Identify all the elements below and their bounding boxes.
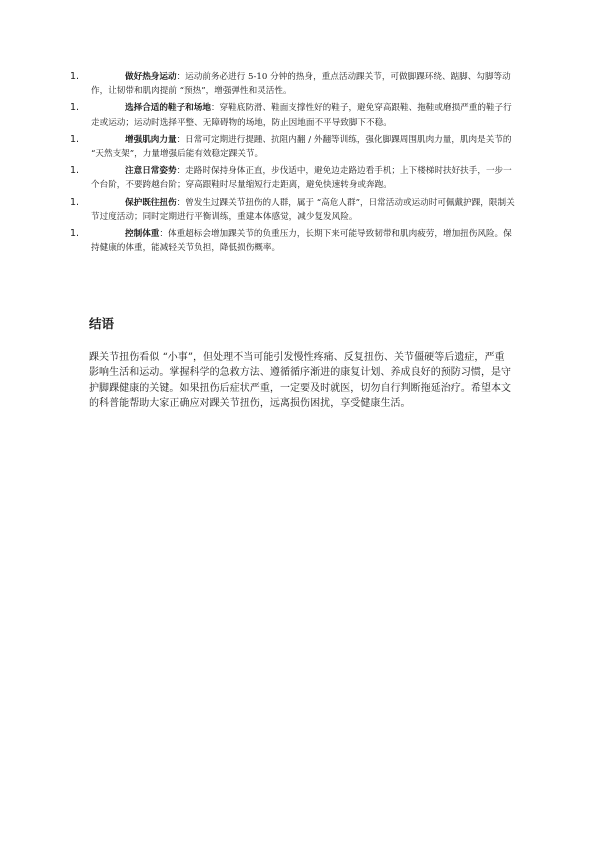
prevention-list [70,70,520,258]
list-item-title: 选择合适的鞋子和场地 [125,103,211,114]
list-item-title: 增强肌肉力量 [125,134,177,145]
list-number: 1. [70,196,80,208]
list-item-text: ：体重超标会增加踝关节的负重压力，长期下来可能导致韧带和肌肉疲劳，增加扭伤风险。保持健康的体重，能减轻关节负担，降低损伤概率。 [91,229,512,254]
list-item-title: 做好热身运动 [125,72,177,82]
list-item [70,196,520,224]
list-item-text: ：曾发生过踝关节扭伤的人群，属于 “高危人群”，日常活动或运动时可佩戴护踝，限制关节过度活动；同时定期进行平衡训练，重建本体感觉，减少复发风险。 [91,197,515,222]
list-number: 1. [70,165,80,177]
list-item [70,133,520,161]
list-item-title: 控制体重 [125,229,160,240]
list-number: 1. [70,102,80,114]
conclusion-paragraph: 踝关节扭伤看似 “小事”，但处理不当可能引发慢性疼痛、反复扭伤、关节僵硬等后遗症，严重影响生活和运动。掌握科学的急救方法、遵循循序渐进的康复计划、养成良好的预防习惯，是守护脚踝健康的关键。如果扭伤后症状严重，一定要及时就医，切勿自行判断拖延治疗。希望本文的科普能帮助大家正确应对踝关节扭伤，远离损伤困扰，享受健康生活。 [89,352,512,409]
list-number: 1. [70,133,80,145]
list-item-text: ：穿鞋底防滑、鞋面支撑性好的鞋子，避免穿高跟鞋、拖鞋或磨损严重的鞋子行走或运动；运动时选择平整、无障碍物的场地，防止因地面不平导致脚下不稳。 [91,103,512,128]
list-item-title: 保护既往扭伤 [125,197,177,208]
list-number: 1. [70,228,80,240]
list-item [70,227,520,255]
list-item-text: ：运动前务必进行 5-10 分钟的热身，重点活动踝关节，可做脚踝环绕、踮脚、勾脚等动作，让韧带和肌肉提前 “预热”，增强弹性和灵活性。 [91,72,511,97]
conclusion-heading: 结语 [89,316,115,331]
list-item-text: ：日常可定期进行提踵、抗阻内翻 / 外翻等训练，强化脚踝周围肌肉力量，肌肉是关节的 “天然支架”，力量增强后能有效稳定踝关节。 [91,134,512,160]
list-item-text: ：走路时保持身体正直，步伐适中，避免边走路边看手机；上下楼梯时扶好扶手，一步一个台阶，不要跨越台阶；穿高跟鞋时尽量缩短行走距离，避免快速转身或奔跑。 [91,166,512,191]
list-number: 1. [70,71,80,82]
list-item [70,70,520,98]
list-item [70,101,520,129]
list-item-title: 注意日常姿势 [125,166,177,177]
list-item [70,164,520,192]
